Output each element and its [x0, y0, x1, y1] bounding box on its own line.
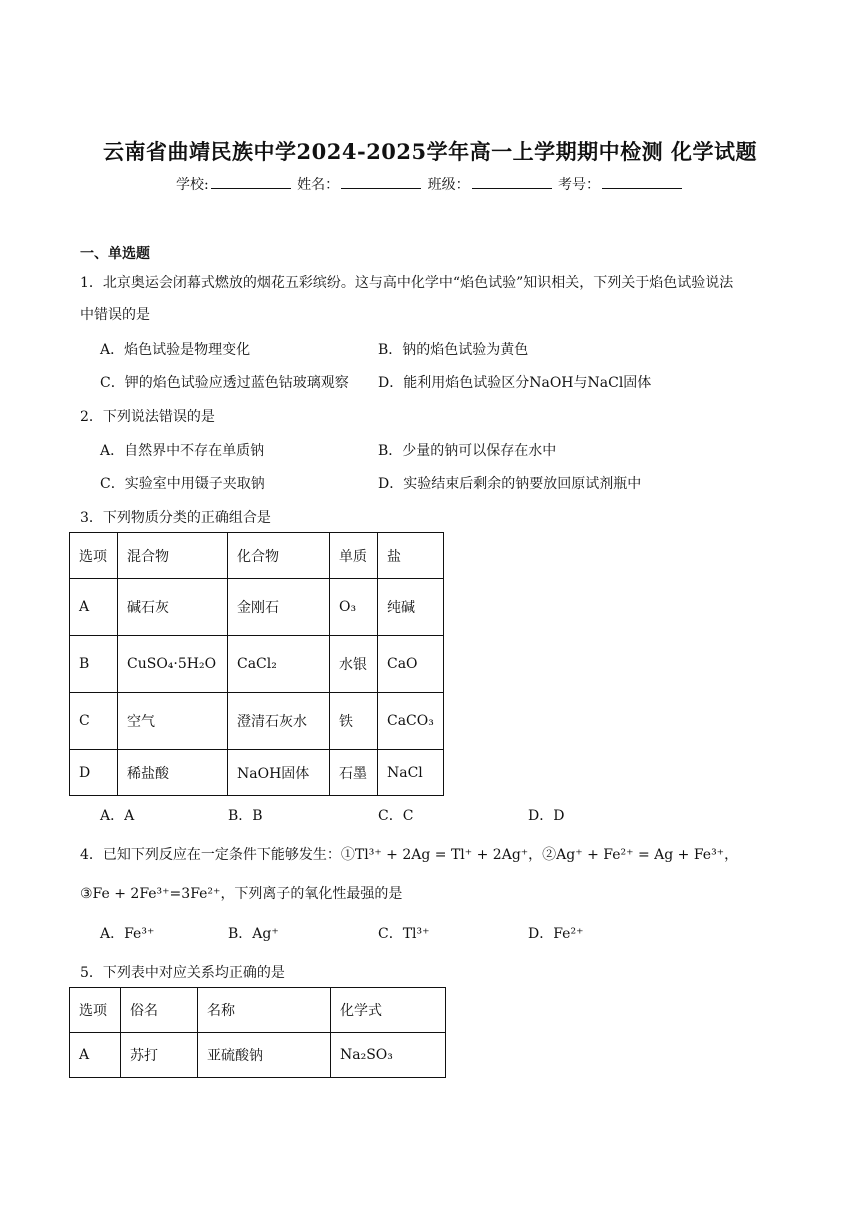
page-title: 云南省曲靖民族中学2024-2025学年高一上学期期中检测 化学试题 — [103, 139, 757, 164]
q1-option-b: B．钠的焰色试验为黄色 — [378, 342, 529, 358]
q3-stem: 3．下列物质分类的正确组合是 — [80, 510, 271, 526]
q4-reaction-3: ③Fe + 2Fe³⁺=3Fe²⁺ — [80, 886, 221, 902]
table-header-cell: 选项 — [70, 533, 118, 579]
q5-table — [69, 987, 446, 1078]
q3-option-a: A．A — [100, 808, 135, 824]
table-cell: C — [70, 693, 118, 750]
table-cell: 金刚石 — [228, 579, 330, 636]
q4-option-a: A．Fe³⁺ — [100, 926, 155, 942]
table-header-row — [70, 533, 444, 579]
q1-stem-line2: 中错误的是 — [80, 307, 150, 323]
table-cell: 澄清石灰水 — [228, 693, 330, 750]
section-heading: 一、单选题 — [80, 246, 150, 262]
table-cell: 纯碱 — [378, 579, 444, 636]
class-blank[interactable] — [472, 176, 552, 189]
table-row — [70, 636, 444, 693]
table-cell: B — [70, 636, 118, 693]
table-cell: CaCO₃ — [378, 693, 444, 750]
table-cell: 亚硫酸钠 — [198, 1033, 331, 1078]
table-header-cell: 混合物 — [118, 533, 228, 579]
table-cell: 苏打 — [121, 1033, 198, 1078]
q1-option-a: A．焰色试验是物理变化 — [100, 342, 251, 358]
table-row — [70, 1033, 446, 1078]
table-cell: NaOH固体 — [228, 750, 330, 796]
q2-option-c: C．实验室中用镊子夹取钠 — [100, 476, 265, 492]
q2-stem: 2．下列说法错误的是 — [80, 409, 215, 425]
school-blank[interactable] — [211, 176, 291, 189]
table-cell: O₃ — [330, 579, 378, 636]
q4-stem-line2 — [80, 883, 402, 903]
table-row — [70, 579, 444, 636]
table-header-cell: 俗名 — [121, 988, 198, 1033]
table-header-cell: 化学式 — [331, 988, 446, 1033]
q4-reaction-1: ①Tl³⁺ + 2Ag = Tl⁺ + 2Ag⁺ — [340, 847, 529, 863]
student-info-line — [0, 174, 860, 194]
exam-number-label: 考号： — [558, 177, 601, 193]
table-header-cell: 盐 — [378, 533, 444, 579]
exam-number-blank[interactable] — [602, 176, 682, 189]
q4-option-c: C．Tl³⁺ — [378, 926, 430, 942]
q2-option-b: B．少量的钠可以保存在水中 — [378, 443, 557, 459]
table-header-cell: 选项 — [70, 988, 121, 1033]
q4-reaction-2: ②Ag⁺ + Fe²⁺ = Ag + Fe³⁺ — [542, 847, 725, 863]
table-cell: CuSO₄·5H₂O — [118, 636, 228, 693]
table-cell: 水银 — [330, 636, 378, 693]
table-cell: 铁 — [330, 693, 378, 750]
q3-option-b: B．B — [228, 808, 263, 824]
table-cell: 石墨 — [330, 750, 378, 796]
q4-stem-question: ，下列离子的氧化性最强的是 — [220, 886, 403, 902]
q5-stem: 5．下列表中对应关系均正确的是 — [80, 965, 285, 981]
table-cell: 稀盐酸 — [118, 750, 228, 796]
table-cell: D — [70, 750, 118, 796]
table-header-row — [70, 988, 446, 1033]
table-cell: NaCl — [378, 750, 444, 796]
table-cell: 空气 — [118, 693, 228, 750]
q3-option-c: C．C — [378, 808, 414, 824]
table-cell: Na₂SO₃ — [331, 1033, 446, 1078]
table-header-cell: 单质 — [330, 533, 378, 579]
q4-stem-intro: 4．已知下列反应在一定条件下能够发生： — [80, 847, 341, 863]
table-cell: 碱石灰 — [118, 579, 228, 636]
q1-option-c: C．钾的焰色试验应透过蓝色钴玻璃观察 — [100, 375, 349, 391]
name-label: 姓名： — [297, 177, 340, 193]
table-row — [70, 693, 444, 750]
q3-option-d: D．D — [528, 808, 565, 824]
table-header-cell: 化合物 — [228, 533, 330, 579]
table-cell: CaCl₂ — [228, 636, 330, 693]
school-label: 学校: — [175, 177, 209, 193]
q3-table — [69, 532, 444, 796]
q4-stem-line1: 4．已知下列反应在一定条件下能够发生：①Tl³⁺ + 2Ag = Tl⁺ + 2Ag⁺，②Ag⁺ + Fe²⁺ = Ag + Fe³⁺， — [80, 847, 739, 863]
table-cell: A — [70, 579, 118, 636]
table-header-cell: 名称 — [198, 988, 331, 1033]
name-blank[interactable] — [341, 176, 421, 189]
table-row — [70, 750, 444, 796]
q1-stem-line1: 1．北京奥运会闭幕式燃放的烟花五彩缤纷。这与高中化学中“焰色试验”知识相关，下列关于焰色试验说法 — [80, 275, 734, 291]
q2-option-d: D．实验结束后剩余的钠要放回原试剂瓶中 — [378, 476, 642, 492]
q1-option-d: D．能利用焰色试验区分NaOH与NaCl固体 — [378, 375, 652, 391]
table-cell: CaO — [378, 636, 444, 693]
class-label: 班级： — [427, 177, 470, 193]
q4-option-b: B．Ag⁺ — [228, 926, 279, 942]
q2-option-a: A．自然界中不存在单质钠 — [100, 443, 265, 459]
table-cell: A — [70, 1033, 121, 1078]
q4-option-d: D．Fe²⁺ — [528, 926, 584, 942]
